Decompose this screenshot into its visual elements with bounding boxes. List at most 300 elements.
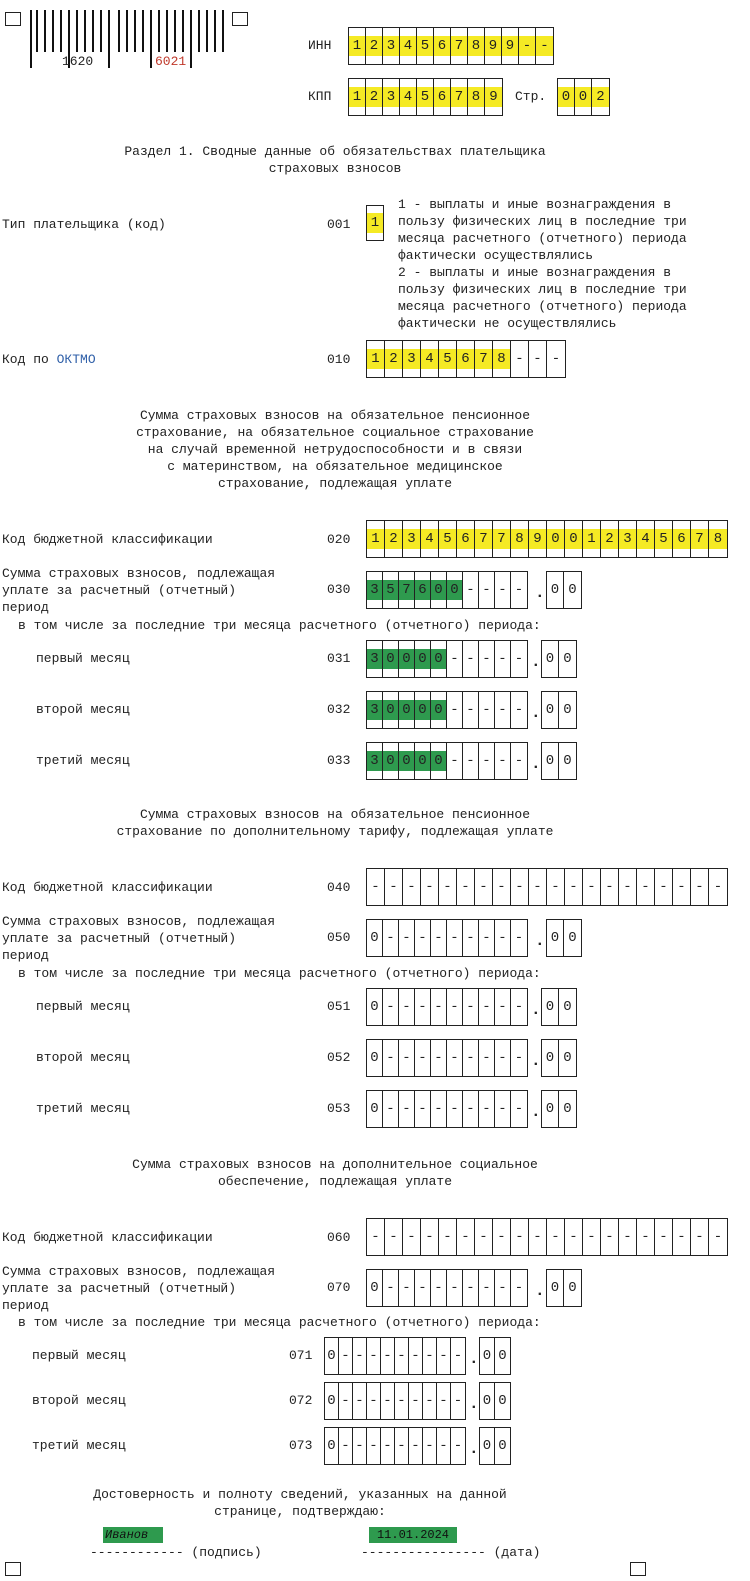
barcode-bar [174, 10, 176, 52]
cell-value: - [497, 879, 506, 895]
cell-value: - [482, 999, 491, 1015]
cell [558, 79, 575, 115]
barcode-bar [44, 10, 46, 52]
cell [353, 1428, 367, 1464]
date-field[interactable]: 11.01.2024 [369, 1527, 457, 1543]
cell [583, 1219, 601, 1255]
cell-value: - [514, 651, 524, 667]
block1-sum-kop-field[interactable] [546, 571, 582, 609]
signature-field[interactable]: Иванов [103, 1527, 163, 1543]
cell [451, 1428, 465, 1464]
cell [547, 1270, 564, 1306]
cell-value: - [383, 1438, 392, 1454]
cell [559, 743, 576, 779]
cell-value: - [498, 1050, 507, 1066]
cell [457, 869, 475, 905]
cell [564, 572, 581, 608]
cell [385, 341, 403, 377]
cell-value: - [466, 1101, 475, 1117]
cell-value: - [498, 582, 507, 598]
cell [547, 572, 564, 608]
cell [583, 869, 601, 905]
cell-value: 0 [482, 1393, 492, 1409]
cell [619, 869, 637, 905]
block1-month-kop-field[interactable] [541, 742, 577, 780]
cell-value: 0 [415, 751, 430, 771]
block1-month-code: 032 [327, 702, 351, 717]
block3-month-kop-field[interactable] [479, 1427, 511, 1465]
date-caption: ---------------- (дата) [361, 1545, 541, 1560]
cell-value: 7 [399, 580, 414, 600]
cell-value: 0 [550, 1280, 560, 1296]
cell-value: 0 [568, 582, 577, 598]
confirm-text: Достоверность и полноту сведений, указанных на данной странице, подтверждаю: [93, 1487, 507, 1519]
cell-value: - [479, 1229, 488, 1245]
block3-month-field[interactable] [324, 1337, 466, 1375]
cell [709, 521, 727, 557]
cell-value: 0 [547, 529, 564, 549]
barcode-bar [150, 10, 152, 68]
cell [399, 1091, 415, 1127]
cell [637, 1219, 655, 1255]
cell [325, 1428, 339, 1464]
cell-value: - [450, 1101, 459, 1117]
block2-month-field[interactable] [366, 1039, 528, 1077]
block3-month-kop-field[interactable] [479, 1382, 511, 1420]
cell [601, 521, 619, 557]
cell-value: - [514, 1050, 524, 1066]
cell-value: - [623, 1229, 632, 1245]
barcode-bar [36, 10, 38, 52]
corner-marker-top-left [5, 12, 21, 26]
cell-value: 2 [385, 529, 402, 549]
cell [495, 1040, 511, 1076]
cell [565, 869, 583, 905]
cell-value: 4 [400, 87, 416, 107]
barcode-number-right: 6021 [155, 54, 187, 69]
cell-value: - [466, 930, 475, 946]
page-label: Стр. [515, 89, 547, 104]
cell-value: 8 [709, 529, 727, 549]
cell-value: - [514, 999, 524, 1015]
cell-value: 8 [493, 349, 510, 369]
cell [383, 743, 399, 779]
cell-value: - [569, 879, 578, 895]
cell [457, 1219, 475, 1255]
block2-month-field[interactable] [366, 988, 528, 1026]
block1-kbk-field[interactable] [366, 520, 728, 558]
block1-month-kop-field[interactable] [541, 640, 577, 678]
cell [564, 1270, 581, 1306]
cell [479, 692, 495, 728]
block1-kbk-code: 020 [327, 532, 351, 547]
block2-kbk-code: 040 [327, 880, 351, 895]
barcode-bar [206, 10, 208, 52]
cell [415, 692, 431, 728]
cell [479, 989, 495, 1025]
barcode-bar [198, 10, 200, 52]
cell-value: 8 [468, 36, 484, 56]
cell-value: - [498, 930, 507, 946]
cell [463, 1270, 479, 1306]
cell [601, 1219, 619, 1255]
cell-value: - [587, 1229, 596, 1245]
cell [463, 1091, 479, 1127]
cell [399, 743, 415, 779]
cell-value: 0 [370, 999, 379, 1015]
cell [463, 743, 479, 779]
cell-value: 6 [457, 349, 474, 369]
cell-value: 6 [434, 36, 450, 56]
cell [691, 869, 709, 905]
cell [619, 521, 637, 557]
cell [502, 28, 519, 64]
cell-value: 5 [655, 529, 672, 549]
cell [431, 920, 447, 956]
cell-value: - [498, 999, 507, 1015]
cell [655, 521, 673, 557]
cell [511, 869, 529, 905]
cell [415, 743, 431, 779]
payer-type-label: Тип плательщика (код) [2, 217, 166, 232]
cell [447, 1091, 463, 1127]
block3-month-kop-field[interactable] [479, 1337, 511, 1375]
cell [431, 692, 447, 728]
cell [542, 743, 559, 779]
cell [385, 869, 403, 905]
oktmo-link[interactable]: ОКТМО [56, 352, 96, 367]
cell [415, 1091, 431, 1127]
cell-value: 0 [575, 87, 591, 107]
cell [367, 869, 385, 905]
cell-value: 0 [370, 1280, 379, 1296]
cell-value: 0 [545, 1101, 555, 1117]
cell [451, 1383, 465, 1419]
cell-value: 4 [421, 529, 438, 549]
cell [575, 79, 592, 115]
cell-value: 0 [415, 649, 430, 669]
cell [409, 1383, 423, 1419]
cell [547, 1219, 565, 1255]
cell-value: 9 [502, 36, 518, 56]
cell-value: 9 [529, 529, 546, 549]
cell-value: - [641, 879, 650, 895]
block1-sum-field[interactable] [366, 571, 528, 609]
cell-value: - [466, 651, 475, 667]
cell-value: - [482, 651, 491, 667]
cell-value: - [425, 1229, 434, 1245]
block3-title: Сумма страховых взносов на дополнительное социальное обеспечение, подлежащая уплате [132, 1157, 538, 1189]
cell [447, 920, 463, 956]
block3-kbk-field[interactable] [366, 1218, 728, 1256]
block2-month-label: третий месяц [36, 1101, 130, 1116]
cell-value: - [659, 879, 668, 895]
cell [542, 989, 559, 1025]
cell [395, 1338, 409, 1374]
cell-value: 3 [383, 87, 399, 107]
cell-value: - [498, 1280, 507, 1296]
cell [383, 1040, 399, 1076]
cell [367, 1040, 383, 1076]
cell [395, 1428, 409, 1464]
cell-value: 0 [568, 1280, 577, 1296]
cell [475, 1219, 493, 1255]
cell [511, 572, 527, 608]
block3-month-code: 072 [289, 1393, 313, 1408]
block1-month-field[interactable] [366, 640, 528, 678]
cell-value: 0 [545, 651, 555, 667]
inn-label: ИНН [308, 38, 332, 53]
cell [495, 920, 511, 956]
cell [349, 79, 366, 115]
cell-value: - [713, 1229, 723, 1245]
block2-month-code: 053 [327, 1101, 351, 1116]
cell-value: 0 [399, 649, 414, 669]
block3-month-label: третий месяц [32, 1438, 126, 1453]
block3-month-code: 073 [289, 1438, 313, 1453]
cell-value: 4 [421, 349, 438, 369]
cell-value: - [515, 879, 524, 895]
cell [547, 341, 565, 377]
cell-value: 5 [439, 349, 456, 369]
cell [463, 641, 479, 677]
kpp-field[interactable] [348, 78, 503, 116]
cell [439, 521, 457, 557]
cell-value: - [466, 753, 475, 769]
cell-value: - [466, 999, 475, 1015]
block3-month-field[interactable] [324, 1382, 466, 1420]
cell-value: - [482, 930, 491, 946]
inn-field[interactable] [348, 27, 554, 65]
cell-value: - [434, 1280, 443, 1296]
cell [421, 1219, 439, 1255]
cell-value: - [369, 1393, 378, 1409]
cell [457, 341, 475, 377]
cell-value: - [695, 1229, 704, 1245]
cell-value: - [386, 1101, 395, 1117]
cell-value: 0 [327, 1438, 336, 1454]
cell [367, 920, 383, 956]
cell-value: - [411, 1438, 420, 1454]
cell [565, 1219, 583, 1255]
cell-value: - [453, 1348, 463, 1364]
cell-value: 0 [563, 999, 572, 1015]
cell-value: 6 [434, 87, 450, 107]
cell [451, 1338, 465, 1374]
cell-value: 0 [568, 930, 577, 946]
cell-value: 0 [383, 751, 398, 771]
cell-value: 2 [601, 529, 618, 549]
oktmo-code: 010 [327, 352, 351, 367]
cell [495, 1338, 510, 1374]
cell-value: 0 [545, 702, 555, 718]
cell [383, 1091, 399, 1127]
block1-sum-code: 030 [327, 582, 351, 597]
block3-month-field[interactable] [324, 1427, 466, 1465]
block3-sum-decimal-point: . [535, 1282, 545, 1300]
block1-month-label: второй месяц [36, 702, 130, 717]
cell-value: - [551, 1229, 560, 1245]
cell [423, 1428, 437, 1464]
block3-sum-code: 070 [327, 1280, 351, 1295]
block1-kbk-label: Код бюджетной классификации [2, 532, 213, 547]
cell [542, 692, 559, 728]
cell-value: - [482, 1101, 491, 1117]
cell [366, 28, 383, 64]
cell-value: - [514, 753, 524, 769]
block1-month-field[interactable] [366, 691, 528, 729]
cell [400, 79, 417, 115]
barcode-bar [76, 10, 78, 52]
barcode-bar [118, 10, 120, 52]
block1-month-kop-field[interactable] [541, 691, 577, 729]
cell-value: - [407, 1229, 416, 1245]
barcode-bar [84, 10, 86, 52]
cell-value: 7 [451, 87, 467, 107]
cell [495, 1091, 511, 1127]
cell [463, 692, 479, 728]
cell-value: - [519, 36, 535, 56]
cell [619, 1219, 637, 1255]
barcode-number-left: 1620 [62, 54, 94, 69]
cell [480, 1428, 495, 1464]
cell-value: - [402, 1280, 411, 1296]
cell [479, 641, 495, 677]
cell-value: - [677, 1229, 686, 1245]
cell [367, 1338, 381, 1374]
cell-value: 4 [400, 36, 416, 56]
block2-title: Сумма страховых взносов на обязательное пенсионное страхование по дополнительному тарифу, подлежащая уплате [116, 807, 554, 839]
cell-value: - [402, 999, 411, 1015]
cell-value: - [439, 1438, 448, 1454]
cell [400, 28, 417, 64]
cell-value: - [533, 879, 542, 895]
cell-value: - [386, 930, 395, 946]
block2-month-decimal-point: . [531, 1001, 541, 1019]
cell-value: - [482, 753, 491, 769]
block2-month-decimal-point: . [531, 1052, 541, 1070]
cell-value: - [498, 651, 507, 667]
cell [415, 1040, 431, 1076]
cell [479, 1270, 495, 1306]
corner-marker-top-right [232, 12, 248, 26]
cell [431, 641, 447, 677]
cell-value: 3 [403, 529, 420, 549]
cell-value: - [411, 1348, 420, 1364]
cell [447, 572, 463, 608]
cell-value: - [341, 1438, 350, 1454]
cell [485, 28, 502, 64]
cell [367, 572, 383, 608]
cell-value: 1 [583, 529, 600, 549]
block2-month-kop-field[interactable] [541, 1090, 577, 1128]
cell-value: - [533, 1229, 542, 1245]
block3-sum-field[interactable] [366, 1269, 528, 1307]
cell [325, 1338, 339, 1374]
cell [447, 743, 463, 779]
cell [421, 341, 439, 377]
cell [485, 79, 502, 115]
cell-value: 0 [370, 930, 379, 946]
cell [367, 692, 383, 728]
cell-value: - [383, 1393, 392, 1409]
cell [511, 641, 527, 677]
cell-value: - [425, 1438, 434, 1454]
cell [564, 920, 581, 956]
cell-value: - [434, 1101, 443, 1117]
cell [655, 869, 673, 905]
cell [383, 989, 399, 1025]
block3-sum-kop-field[interactable] [546, 1269, 582, 1307]
cell [463, 920, 479, 956]
cell [583, 521, 601, 557]
cell [493, 869, 511, 905]
cell-value: 4 [637, 529, 654, 549]
cell-value: - [450, 1050, 459, 1066]
cell [479, 1040, 495, 1076]
cell-value: - [418, 1101, 427, 1117]
cell [339, 1338, 353, 1374]
cell [431, 1270, 447, 1306]
block1-month-field[interactable] [366, 742, 528, 780]
cell-value: 0 [327, 1393, 336, 1409]
cell [399, 572, 415, 608]
cell-value: 3 [367, 751, 382, 771]
cell [479, 920, 495, 956]
cell-value: - [498, 1101, 507, 1117]
cell-value: - [369, 1438, 378, 1454]
cell [457, 521, 475, 557]
cell [399, 989, 415, 1025]
cell-value: 0 [431, 700, 446, 720]
barcode-bar [142, 10, 144, 52]
barcode-bar [182, 10, 184, 52]
block2-sum-kop-field[interactable] [546, 919, 582, 957]
cell-value: - [479, 879, 488, 895]
block2-kbk-field[interactable] [366, 868, 728, 906]
block3-kbk-label: Код бюджетной классификации [2, 1230, 213, 1245]
cell [403, 869, 421, 905]
barcode-bar [222, 10, 224, 52]
cell-value: - [425, 1348, 434, 1364]
block2-month-kop-field[interactable] [541, 1039, 577, 1077]
cell [601, 869, 619, 905]
block2-month-field[interactable] [366, 1090, 528, 1128]
block3-sum-label: Сумма страховых взносов, подлежащая уплате за расчетный (отчетный) период [2, 1264, 276, 1313]
cell-value: - [402, 1050, 411, 1066]
cell-value: - [453, 1438, 463, 1454]
cell [367, 341, 385, 377]
cell [383, 28, 400, 64]
page-field[interactable] [557, 78, 610, 116]
cell-value: 0 [399, 751, 414, 771]
cell-value: - [514, 930, 524, 946]
cell-value: 9 [485, 36, 501, 56]
block2-sum-field[interactable] [366, 919, 528, 957]
cell-value: 0 [482, 1438, 492, 1454]
cell [437, 1338, 451, 1374]
cell [383, 79, 400, 115]
oktmo-field[interactable] [366, 340, 566, 378]
cell-value: 0 [431, 649, 446, 669]
block3-month-code: 071 [289, 1348, 313, 1363]
cell [511, 989, 527, 1025]
block2-month-kop-field[interactable] [541, 988, 577, 1026]
payer-type-field[interactable] [366, 205, 384, 241]
cell [493, 1219, 511, 1255]
cell [511, 521, 529, 557]
cell-value: - [386, 1280, 395, 1296]
